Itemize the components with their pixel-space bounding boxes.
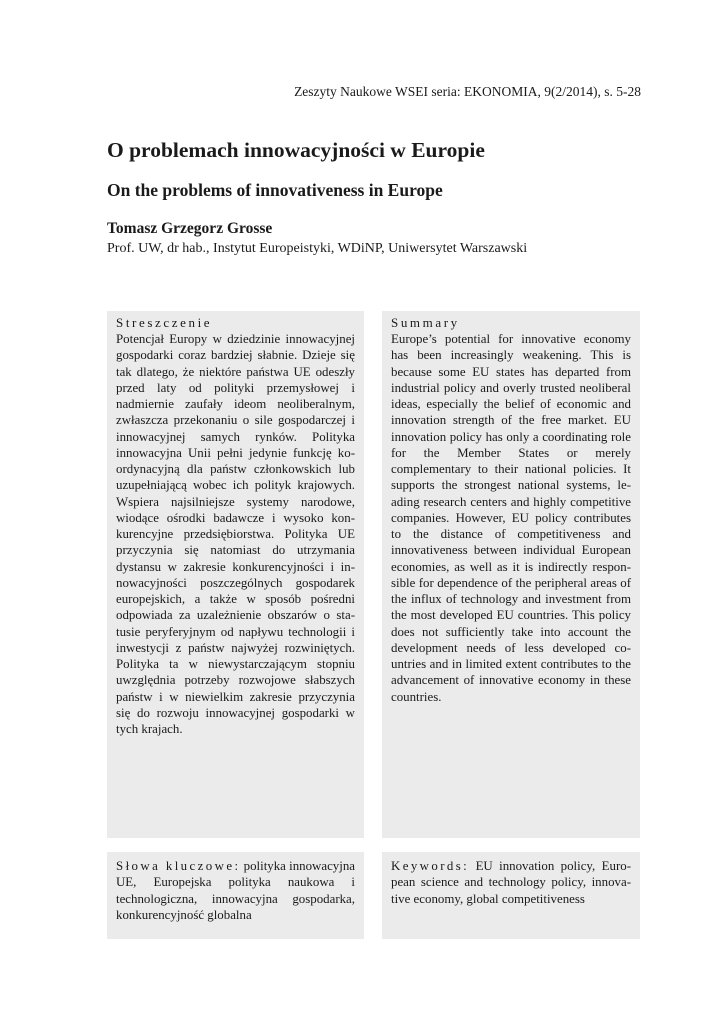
keywords-polish-box: [107, 852, 364, 939]
keywords-english-box: [382, 852, 640, 939]
journal-reference: Zeszyty Naukowe WSEI seria: EKONOMIA, 9(2/2014), s. 5-28: [294, 84, 641, 99]
abstract-english-box: [382, 311, 640, 838]
abstract-english-heading: Summary: [391, 315, 460, 330]
keywords-polish: [116, 858, 355, 923]
abstract-polish-box: [107, 311, 364, 838]
keywords-english: [391, 858, 631, 907]
author-affiliation: Prof. UW, dr hab., Instytut Europeistyki, WDiNP, Uniwersytet Warszawski: [107, 241, 528, 256]
article-title-polish: O problemach innowacyjności w Europie: [107, 138, 485, 162]
keywords-english-text: EU innovation policy, European science and technology policy, innovative economy, global competitiveness: [391, 859, 631, 906]
keywords-polish-text: polityka innowacyjna UE, Europejska polityka naukowa i technologiczna, innowacyjna gospodarka, konkurencyjność globalna: [116, 859, 355, 922]
abstract-polish-heading: Streszczenie: [116, 315, 213, 330]
keywords-polish-label: Słowa kluczowe:: [116, 859, 241, 873]
abstract-english-text: Europe’s potential for innovative economy has been increasingly weakening. This is because some EU states has departed from industrial policy and overly trusted neoliberal ideas, especially the belief of economic and innovation strength of the free market. EU innovation policy has only a coordinating role for the Member States or merely complementary to their national policies. It supports the strongest national systems, leading research centers and highly competitive companies. However, EU policy contributes to the distance of competitiveness and innovativeness between individual European economies, as well as it is indirectly responsible for dependence of the peripheral areas of the influx of technology and investment from the most developed EU countries. This policy does not sufficiently take into account the development needs of less developed countries and in limited extent contributes to the advancement of innovative economy in these countries.: [391, 332, 631, 704]
author-name: Tomasz Grzegorz Grosse: [107, 220, 273, 237]
keywords-english-label: Keywords:: [391, 859, 470, 873]
abstract-polish-text: Potencjał Europy w dziedzinie innowacyjnej gospodarki coraz bardziej słabnie. Dzieje się tak dlatego, że niektóre państwa UE odeszły przed laty od polityki przemysłowej i nadmiernie zaufały ideom neoliberalnym, zwłaszcza przekonaniu o sile gospodarczej i innowacyjnej samych rynków. Polityka innowacyjna Unii pełni jedynie funkcję koordynacyjną dla państw członkowskich lub uzupełniającą wobec ich polityk krajowych. Wspiera najsilniejsze systemy narodowe, wiodące ośrodki badawcze i wysoko konkurencyjne przedsiębiorstwa. Polityka UE przyczynia się natomiast do utrzymania dystansu w zakresie konkurencyjności i innowacyjności poszczególnych gospodarek europejskich, a także w sposób pośredni odpowiada za uzależnienie obszarów o statusie peryferyjnym od napływu technologii i inwestycji z państw najwyżej rozwiniętych. Polityka ta w niewystarczającym stopniu uwzględnia potrzeby rozwojowe słabszych państw i w niewielkim zakresie przyczynia się do rozwoju innowacyjnej gospodarki w tych krajach.: [116, 332, 355, 736]
article-title-english: On the problems of innovativeness in Europe: [107, 180, 443, 200]
